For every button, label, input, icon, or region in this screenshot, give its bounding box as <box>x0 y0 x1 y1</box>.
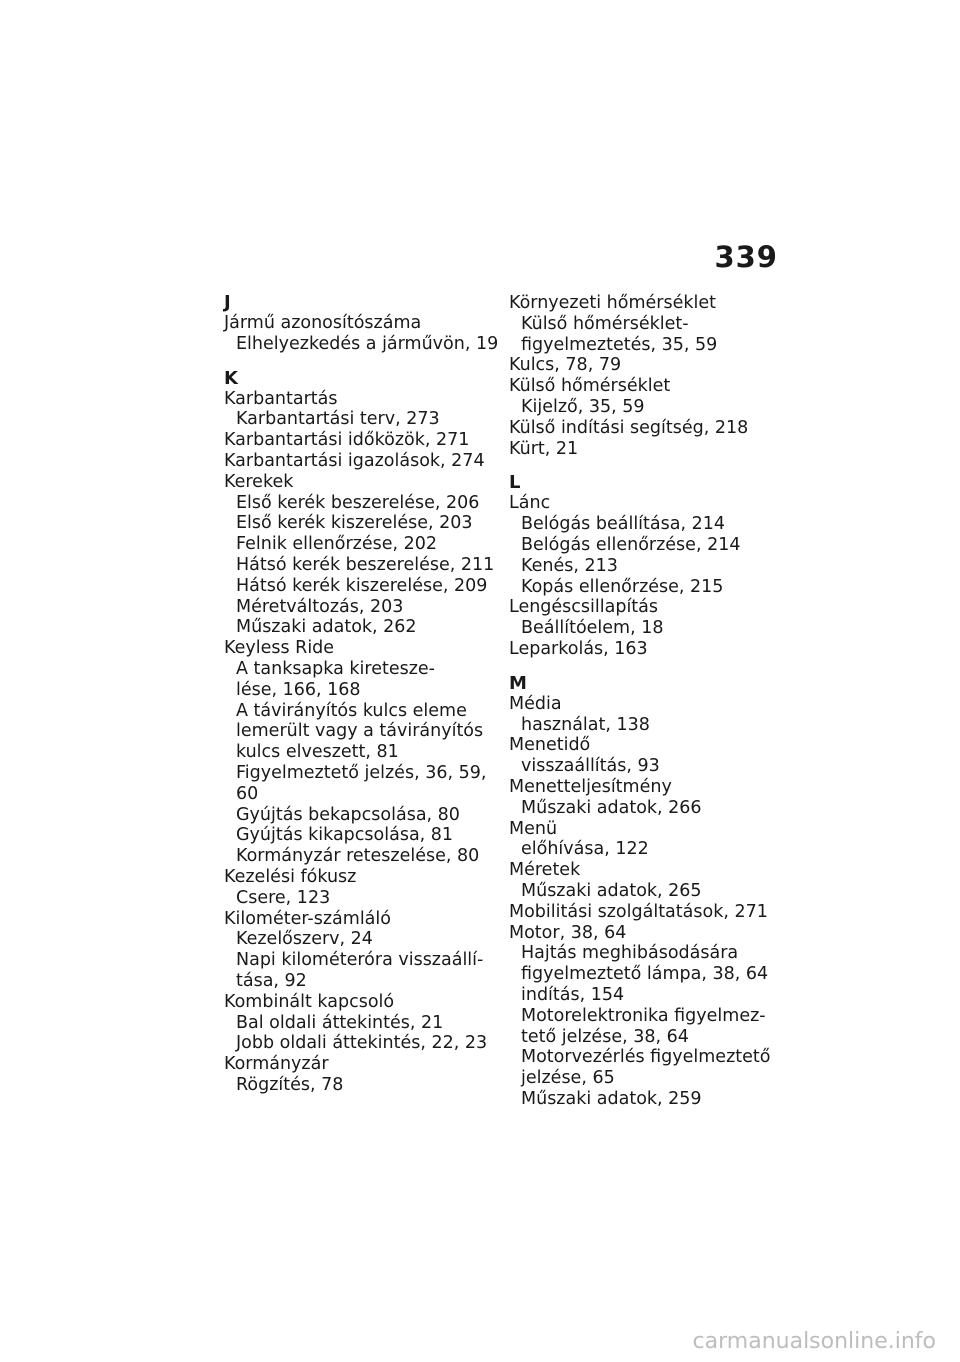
index-entry: Mobilitási szolgáltatások, 271 <box>509 901 768 922</box>
index-entry: Kezelési fókusz <box>224 866 357 887</box>
index-subentry-continued: lése, 166, 168 <box>236 679 361 700</box>
index-subentry-continued: figyelmeztető lámpa, 38, 64 <box>521 964 769 985</box>
index-subentry: Méretváltozás, 203 <box>236 596 404 617</box>
index-subentry: Kormányzár reteszelése, 80 <box>236 846 480 867</box>
index-entry: Külső indítási segítség, 218 <box>509 417 749 438</box>
index-entry: Lengéscsillapítás <box>509 597 659 618</box>
index-subentry: Motorelektronika figyelmez- <box>521 1005 766 1026</box>
index-subentry: Belógás ellenőrzése, 214 <box>521 534 741 555</box>
index-subentry: A tanksapka kiretesze- <box>236 658 435 679</box>
index-subentry: Beállítóelem, 18 <box>521 618 664 639</box>
index-column-right <box>509 293 779 1110</box>
index-subentry: Műszaki adatok, 266 <box>521 797 702 818</box>
index-subentry: Külső hőmérséklet- <box>521 313 689 334</box>
index-subentry: Rögzítés, 78 <box>236 1074 344 1095</box>
index-subentry: Csere, 123 <box>236 887 331 908</box>
index-subentry: Jobb oldali áttekintés, 22, 23 <box>236 1033 488 1054</box>
index-subentry-continued: tető jelzése, 38, 64 <box>521 1026 689 1047</box>
index-entry: Kürt, 21 <box>509 438 579 459</box>
index-entry: Menetidő <box>509 735 591 756</box>
index-subentry: Elhelyezkedés a járművön, 19 <box>236 333 499 354</box>
index-entry: Lánc <box>509 493 551 514</box>
index-subentry: Napi kilométeróra visszaállí- <box>236 950 484 971</box>
index-subentry: Első kerék kiszerelése, 203 <box>236 513 473 534</box>
index-entry: Kulcs, 78, 79 <box>509 355 622 376</box>
index-subentry-continued: jelzése, 65 <box>521 1068 615 1089</box>
index-letter-j: J <box>224 292 231 313</box>
index-subentry: Felnik ellenőrzése, 202 <box>236 534 438 555</box>
index-subentry: indítás, 154 <box>521 984 625 1005</box>
index-entry: Karbantartási időközök, 271 <box>224 430 470 451</box>
index-subentry: Gyújtás bekapcsolása, 80 <box>236 804 460 825</box>
index-subentry: Kenés, 213 <box>521 555 618 576</box>
index-entry: Kormányzár <box>224 1054 329 1075</box>
index-subentry: A távirányítós kulcs eleme <box>236 700 467 721</box>
index-entry: Keyless Ride <box>224 638 335 659</box>
page-number: 339 <box>714 240 778 274</box>
index-entry: Karbantartási igazolások, 274 <box>224 450 485 471</box>
index-subentry: Figyelmeztető jelzés, 36, 59, <box>236 762 487 783</box>
index-subentry: visszaállítás, 93 <box>521 756 660 777</box>
index-subentry: Belógás beállítása, 214 <box>521 514 725 535</box>
index-subentry-continued: 60 <box>236 783 259 804</box>
index-entry: Motor, 38, 64 <box>509 922 627 943</box>
index-subentry: Hajtás meghibásodására <box>521 943 739 964</box>
index-subentry: Kijelző, 35, 59 <box>521 396 645 417</box>
index-entry: Média <box>509 693 562 714</box>
index-subentry: használat, 138 <box>521 714 650 735</box>
index-entry: Menü <box>509 818 558 839</box>
index-letter-l: L <box>509 472 521 494</box>
index-entry: Kombinált kapcsoló <box>224 991 395 1012</box>
index-entry: Kilométer-számláló <box>224 908 391 929</box>
index-subentry: Gyújtás kikapcsolása, 81 <box>236 825 454 846</box>
index-entry: Külső hőmérséklet <box>509 376 671 397</box>
index-entry: Kerekek <box>224 471 294 492</box>
index-subentry-continued: kulcs elveszett, 81 <box>236 742 399 763</box>
index-letter-m: M <box>509 672 527 694</box>
index-subentry: Első kerék beszerelése, 206 <box>236 492 480 513</box>
index-entry: Környezeti hőmérséklet <box>509 293 716 313</box>
index-subentry: Bal oldali áttekintés, 21 <box>236 1012 444 1033</box>
index-subentry: Műszaki adatok, 265 <box>521 880 702 901</box>
index-subentry: Hátsó kerék beszerelése, 211 <box>236 554 495 575</box>
index-entry: Menetteljesítmény <box>509 776 672 797</box>
index-subentry: Motorvezérlés figyelmeztető <box>521 1047 771 1068</box>
index-entry: Méretek <box>509 860 581 881</box>
index-subentry: Karbantartási terv, 273 <box>236 409 440 430</box>
index-subentry: Műszaki adatok, 262 <box>236 617 417 638</box>
index-subentry: Hátsó kerék kiszerelése, 209 <box>236 575 488 596</box>
index-subentry: Kopás ellenőrzése, 215 <box>521 576 724 597</box>
index-column-left <box>224 292 499 1096</box>
index-entry: Leparkolás, 163 <box>509 638 648 659</box>
index-letter-k: K <box>224 367 238 389</box>
index-subentry-continued: lemerült vagy a távirányítós <box>236 721 484 742</box>
index-subentry: Kezelőszerv, 24 <box>236 929 373 950</box>
watermark-text: carmanualsonline.info <box>692 1329 936 1354</box>
index-subentry-continued: tása, 92 <box>236 970 307 991</box>
index-entry: Karbantartás <box>224 388 338 409</box>
index-entry: Jármű azonosítószáma <box>224 313 422 333</box>
index-subentry-continued: figyelmeztetés, 35, 59 <box>521 334 718 355</box>
index-subentry: előhívása, 122 <box>521 839 649 860</box>
index-subentry: Műszaki adatok, 259 <box>521 1088 702 1109</box>
